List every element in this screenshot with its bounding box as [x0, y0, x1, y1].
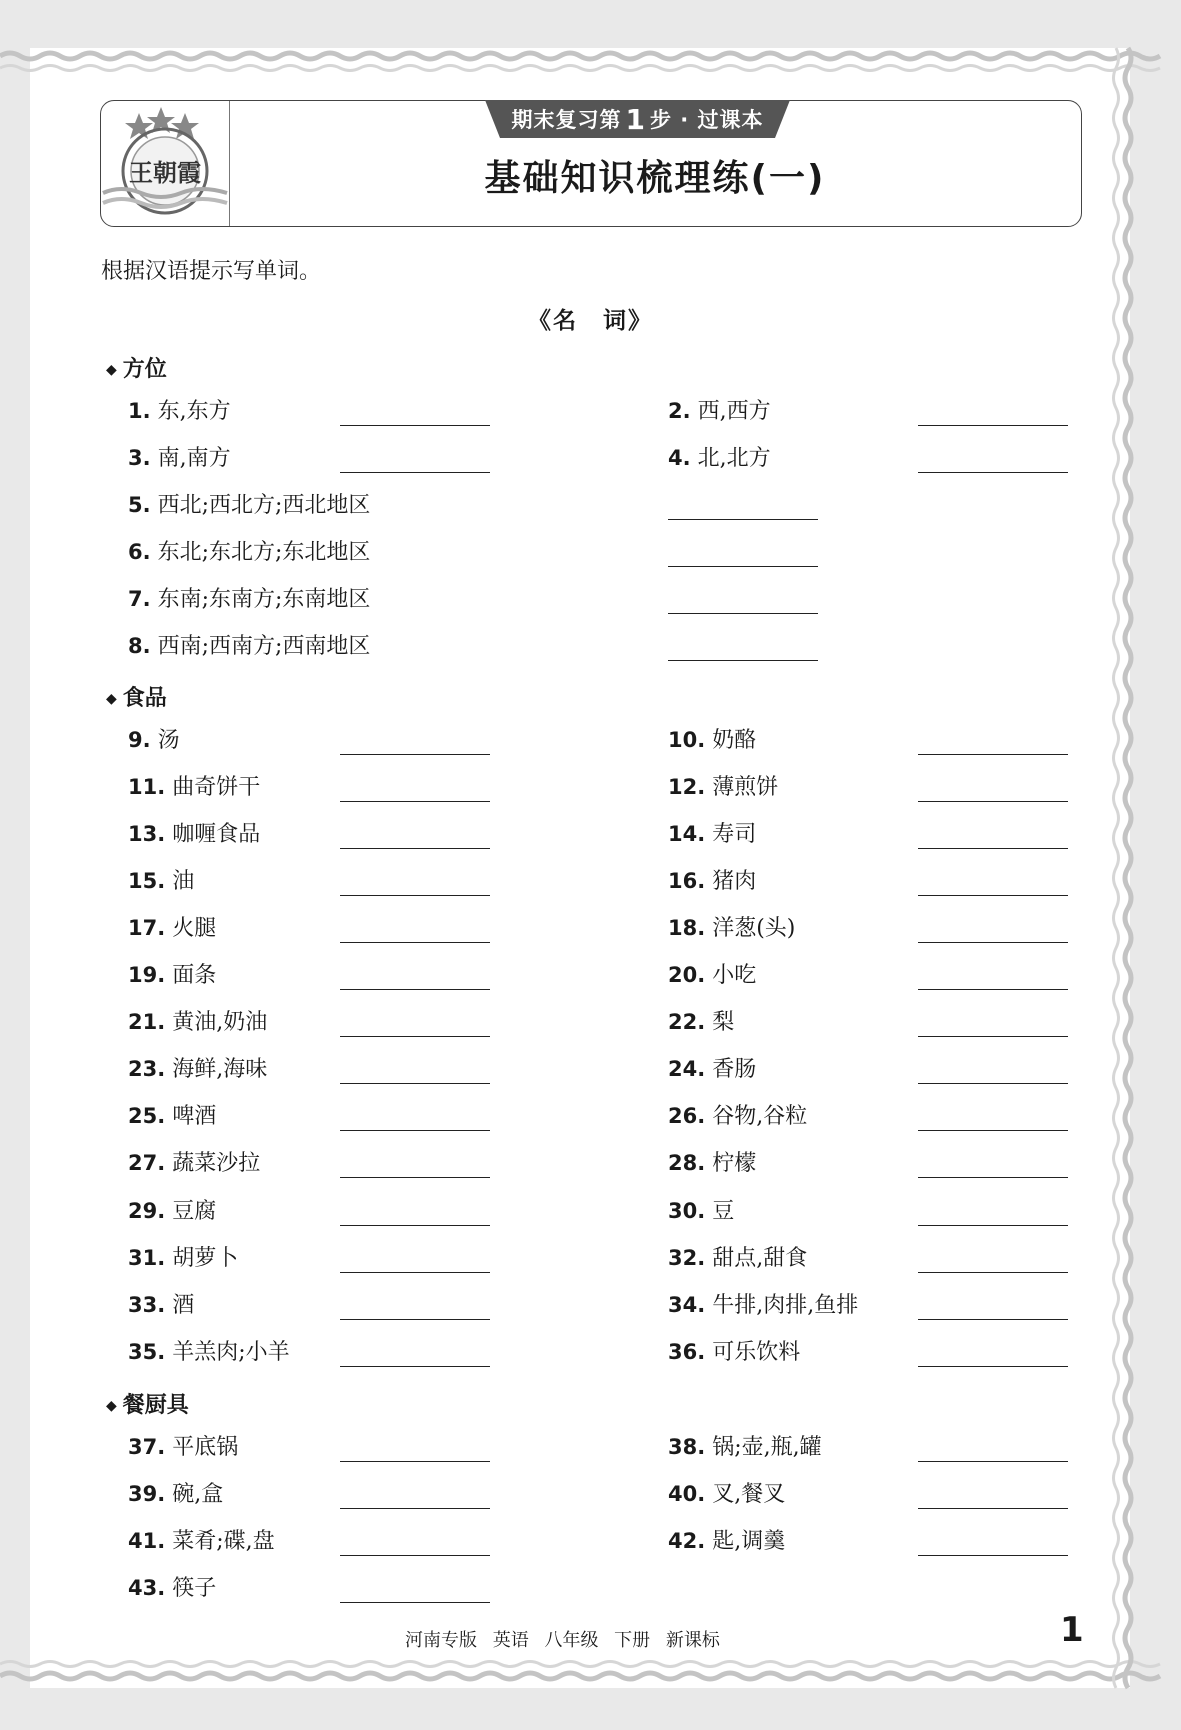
category-direction — [106, 352, 167, 383]
item-prompt: 东南;东南方;东南地区 — [157, 587, 371, 612]
exercise-item — [128, 911, 216, 942]
item-prompt: 筷子 — [172, 1576, 217, 1601]
exercise-item — [668, 441, 771, 472]
item-number: 11. — [128, 775, 166, 799]
item-prompt: 小吃 — [712, 963, 757, 988]
exercise-item — [128, 441, 231, 472]
item-number: 28. — [668, 1151, 706, 1175]
category-label: 方位 — [122, 357, 167, 382]
exercise-item — [668, 1524, 785, 1555]
item-prompt: 奶酪 — [712, 728, 757, 753]
item-number: 14. — [668, 822, 706, 846]
item-prompt: 东,东方 — [157, 399, 231, 424]
answer-blank[interactable] — [918, 1083, 1068, 1084]
item-prompt: 豆 — [712, 1199, 735, 1224]
exercise-item — [128, 488, 370, 519]
item-number: 7. — [128, 587, 151, 611]
logo-emblem-icon — [101, 101, 229, 226]
item-number: 12. — [668, 775, 706, 799]
diamond-bullet-icon: ◆ — [106, 1398, 117, 1414]
item-prompt: 甜点,甜食 — [712, 1246, 808, 1271]
exercise-item — [668, 1288, 858, 1319]
tab-prefix: 期末复习第 — [511, 108, 622, 132]
item-prompt: 梨 — [712, 1010, 735, 1035]
item-prompt: 羊羔肉;小羊 — [172, 1340, 290, 1365]
answer-blank[interactable] — [918, 801, 1068, 802]
item-prompt: 锅;壶,瓶,罐 — [712, 1435, 822, 1460]
item-prompt: 平底锅 — [172, 1435, 239, 1460]
item-prompt: 寿司 — [712, 822, 757, 847]
item-prompt: 曲奇饼干 — [172, 775, 261, 800]
answer-blank[interactable] — [668, 566, 818, 567]
answer-blank[interactable] — [918, 754, 1068, 755]
answer-blank[interactable] — [340, 754, 490, 755]
publisher-logo — [101, 101, 230, 226]
exercise-item — [668, 1194, 734, 1225]
item-number: 5. — [128, 493, 151, 517]
answer-blank[interactable] — [668, 660, 818, 661]
exercise-item — [668, 1477, 785, 1508]
item-number: 29. — [128, 1199, 166, 1223]
item-number: 13. — [128, 822, 166, 846]
answer-blank[interactable] — [918, 848, 1068, 849]
exercise-item — [128, 1430, 238, 1461]
item-prompt: 豆腐 — [172, 1199, 217, 1224]
item-prompt: 咖喱食品 — [172, 822, 261, 847]
item-number: 23. — [128, 1057, 166, 1081]
exercise-item — [668, 864, 756, 895]
answer-blank[interactable] — [340, 989, 490, 990]
item-prompt: 海鲜,海味 — [172, 1057, 268, 1082]
answer-blank[interactable] — [918, 425, 1068, 426]
answer-blank[interactable] — [340, 1555, 490, 1556]
exercise-item — [128, 1335, 290, 1366]
category-label: 食品 — [122, 686, 167, 711]
exercise-item — [128, 723, 180, 754]
item-prompt: 猪肉 — [712, 869, 757, 894]
item-prompt: 谷物,谷粒 — [712, 1104, 808, 1129]
answer-blank[interactable] — [340, 1508, 490, 1509]
exercise-item — [128, 1241, 238, 1272]
exercise-item — [668, 1099, 807, 1130]
item-prompt: 黄油,奶油 — [172, 1010, 268, 1035]
item-prompt: 胡萝卜 — [172, 1246, 239, 1271]
category-label: 餐厨具 — [122, 1393, 189, 1418]
item-number: 26. — [668, 1104, 706, 1128]
tab-number: 1 — [625, 102, 646, 136]
item-number: 4. — [668, 446, 691, 470]
answer-blank[interactable] — [340, 1461, 490, 1462]
exercise-item — [128, 1005, 267, 1036]
exercise-item — [128, 817, 260, 848]
answer-blank[interactable] — [918, 1177, 1068, 1178]
item-number: 10. — [668, 728, 706, 752]
exercise-item — [128, 1099, 216, 1130]
exercise-item — [128, 1524, 275, 1555]
item-prompt: 香肠 — [712, 1057, 757, 1082]
item-number: 40. — [668, 1482, 706, 1506]
answer-blank[interactable] — [918, 472, 1068, 473]
answer-blank[interactable] — [918, 1366, 1068, 1367]
item-number: 18. — [668, 916, 706, 940]
tab-banner — [485, 100, 790, 138]
answer-blank[interactable] — [918, 1319, 1068, 1320]
exercise-item — [668, 723, 756, 754]
footer-text: 河南专版 英语 八年级 下册 新课标 — [405, 1630, 720, 1651]
item-number: 21. — [128, 1010, 166, 1034]
item-number: 42. — [668, 1529, 706, 1553]
item-prompt: 啤酒 — [172, 1104, 217, 1129]
item-prompt: 东北;东北方;东北地区 — [157, 540, 371, 565]
exercise-item — [668, 1146, 756, 1177]
exercise-item — [128, 770, 260, 801]
exercise-item — [128, 1477, 223, 1508]
answer-blank[interactable] — [340, 425, 490, 426]
answer-blank[interactable] — [340, 942, 490, 943]
answer-blank[interactable] — [918, 1461, 1068, 1462]
exercise-item — [128, 1052, 267, 1083]
exercise-item — [128, 394, 231, 425]
item-number: 1. — [128, 399, 151, 423]
item-number: 35. — [128, 1340, 166, 1364]
exercise-item — [128, 629, 370, 660]
answer-blank[interactable] — [340, 848, 490, 849]
item-number: 27. — [128, 1151, 166, 1175]
item-number: 15. — [128, 869, 166, 893]
answer-blank[interactable] — [918, 1272, 1068, 1273]
category-food — [106, 681, 167, 712]
exercise-item — [128, 958, 216, 989]
answer-blank[interactable] — [340, 472, 490, 473]
exercise-item — [668, 1005, 734, 1036]
item-number: 39. — [128, 1482, 166, 1506]
item-number: 30. — [668, 1199, 706, 1223]
item-number: 6. — [128, 540, 151, 564]
exercise-item — [668, 1430, 822, 1461]
item-prompt: 菜肴;碟,盘 — [172, 1529, 275, 1554]
exercise-item — [668, 394, 771, 425]
item-prompt: 火腿 — [172, 916, 217, 941]
item-number: 8. — [128, 634, 151, 658]
item-prompt: 西北;西北方;西北地区 — [157, 493, 371, 518]
page-title: 基础知识梳理练(一) — [484, 158, 826, 199]
answer-blank[interactable] — [340, 895, 490, 896]
item-number: 17. — [128, 916, 166, 940]
item-prompt: 牛排,肉排,鱼排 — [712, 1293, 859, 1318]
item-number: 9. — [128, 728, 151, 752]
tab-suffix: 步 · 过课本 — [649, 108, 764, 132]
category-tableware — [106, 1388, 189, 1419]
item-number: 36. — [668, 1340, 706, 1364]
answer-blank[interactable] — [340, 1272, 490, 1273]
item-number: 34. — [668, 1293, 706, 1317]
answer-blank[interactable] — [340, 1366, 490, 1367]
item-number: 32. — [668, 1246, 706, 1270]
answer-blank[interactable] — [340, 1319, 490, 1320]
exercise-item — [668, 817, 756, 848]
answer-blank[interactable] — [340, 1036, 490, 1037]
exercise-item — [668, 958, 756, 989]
item-number: 43. — [128, 1576, 166, 1600]
item-number: 22. — [668, 1010, 706, 1034]
answer-blank[interactable] — [918, 1036, 1068, 1037]
answer-blank[interactable] — [668, 519, 818, 520]
answer-blank[interactable] — [340, 1083, 490, 1084]
item-prompt: 蔬菜沙拉 — [172, 1151, 261, 1176]
item-prompt: 南,南方 — [157, 446, 231, 471]
answer-blank[interactable] — [918, 1508, 1068, 1509]
item-prompt: 油 — [172, 869, 195, 894]
exercise-item — [668, 1052, 756, 1083]
item-prompt: 叉,餐叉 — [712, 1482, 786, 1507]
answer-blank[interactable] — [668, 613, 818, 614]
item-prompt: 薄煎饼 — [712, 775, 779, 800]
item-number: 3. — [128, 446, 151, 470]
item-number: 41. — [128, 1529, 166, 1553]
item-prompt: 柠檬 — [712, 1151, 757, 1176]
item-prompt: 面条 — [172, 963, 217, 988]
answer-blank[interactable] — [918, 1225, 1068, 1226]
answer-blank[interactable] — [340, 1177, 490, 1178]
item-number: 37. — [128, 1435, 166, 1459]
exercise-item — [668, 770, 778, 801]
item-number: 38. — [668, 1435, 706, 1459]
diamond-bullet-icon: ◆ — [106, 362, 117, 378]
item-prompt: 西,西方 — [697, 399, 771, 424]
item-number: 33. — [128, 1293, 166, 1317]
item-number: 25. — [128, 1104, 166, 1128]
answer-blank[interactable] — [340, 1602, 490, 1603]
exercise-item — [668, 1241, 807, 1272]
exercise-item — [128, 1194, 216, 1225]
answer-blank[interactable] — [918, 989, 1068, 990]
exercise-item — [128, 864, 194, 895]
item-number: 2. — [668, 399, 691, 423]
item-prompt: 洋葱(头) — [712, 916, 796, 941]
exercise-item — [128, 1146, 260, 1177]
section-title: 《名 词》 — [528, 308, 653, 334]
item-number: 24. — [668, 1057, 706, 1081]
exercise-item — [668, 911, 795, 942]
answer-blank[interactable] — [918, 1130, 1068, 1131]
item-prompt: 匙,调羹 — [712, 1529, 786, 1554]
item-prompt: 北,北方 — [697, 446, 771, 471]
item-number: 19. — [128, 963, 166, 987]
answer-blank[interactable] — [340, 801, 490, 802]
page-number: 1 — [1060, 1610, 1084, 1650]
answer-blank[interactable] — [918, 895, 1068, 896]
item-prompt: 汤 — [157, 728, 180, 753]
answer-blank[interactable] — [340, 1225, 490, 1226]
item-prompt: 可乐饮料 — [712, 1340, 801, 1365]
exercise-item — [668, 1335, 800, 1366]
item-number: 31. — [128, 1246, 166, 1270]
item-number: 20. — [668, 963, 706, 987]
item-number: 16. — [668, 869, 706, 893]
answer-blank[interactable] — [340, 1130, 490, 1131]
logo-text: 王朝霞 — [129, 158, 201, 187]
exercise-item — [128, 1571, 216, 1602]
diamond-bullet-icon: ◆ — [106, 691, 117, 707]
item-prompt: 西南;西南方;西南地区 — [157, 634, 371, 659]
answer-blank[interactable] — [918, 942, 1068, 943]
item-prompt: 碗,盒 — [172, 1482, 224, 1507]
answer-blank[interactable] — [918, 1555, 1068, 1556]
instruction-text: 根据汉语提示写单词。 — [101, 259, 322, 284]
exercise-item — [128, 582, 370, 613]
exercise-item — [128, 535, 370, 566]
exercise-item — [128, 1288, 194, 1319]
item-prompt: 酒 — [172, 1293, 195, 1318]
